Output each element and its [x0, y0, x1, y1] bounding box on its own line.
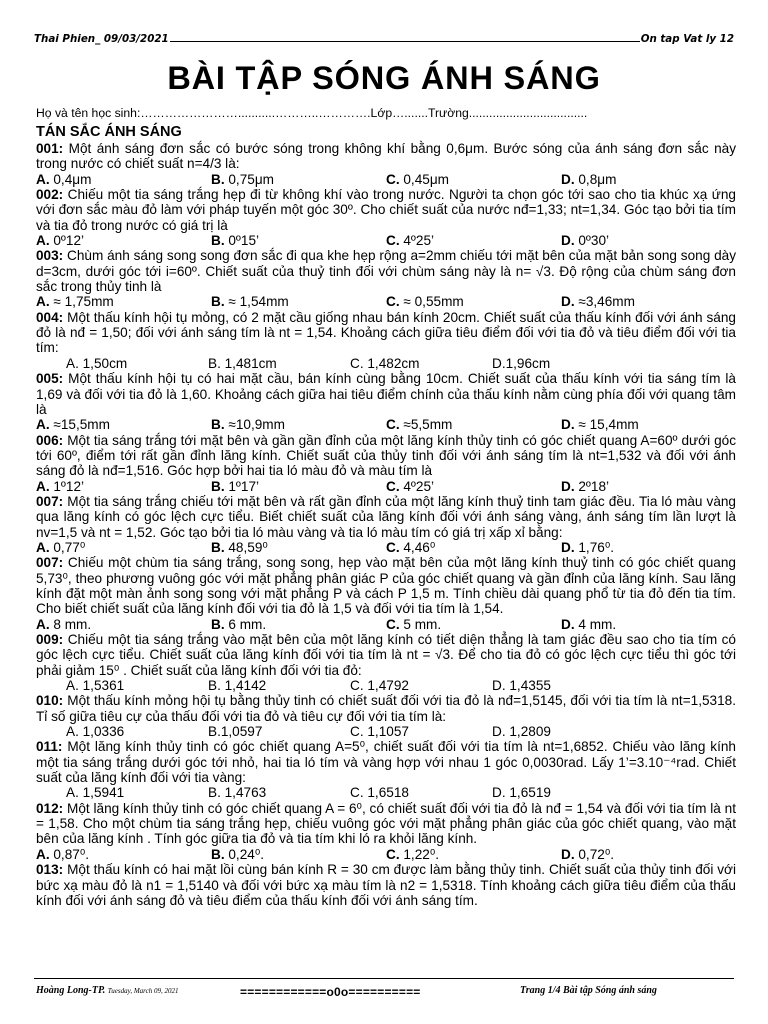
- answer-option: A. 8 mm.: [36, 616, 92, 632]
- header-right: On tap Vat ly 12: [640, 33, 734, 45]
- answer-options: [36, 233, 736, 248]
- answer-option: D. 0,72⁰.: [561, 846, 615, 862]
- answer-options: [36, 172, 736, 187]
- page-header: [34, 29, 734, 45]
- answer-option: C. 1,6518: [350, 785, 409, 801]
- question-number: 010:: [36, 693, 64, 709]
- question-text: Một ánh sáng đơn sắc có bước sóng trong không khí bằng 0,6μm. Bước sóng của ánh sáng đơn sắc này trong nước có chiết suất n=4/3 là:: [36, 141, 736, 172]
- question: [36, 739, 736, 800]
- question-text: Một lăng kính thủy tinh có góc chiết quang A=5⁰, chiết suất đối với tia tím là nt=1,6852. Chiếu vào lăng kính một tia sáng trắng dưới góc tới nhỏ, hai tia ló tím và vàng hợp với nhau 1 góc 0,0030rad. Lấy 1’=3.10⁻⁴rad. Chiết suất của lăng kính đối với tia vàng:: [36, 739, 736, 786]
- footer-author: [36, 985, 179, 996]
- question-text-block: [36, 310, 736, 356]
- question-text: Một lăng kính thủy tinh có góc chiết quang A = 6⁰, có chiết suất đối với tia đỏ là nđ = 1,54 và đối với tia tím là nt = 1,58. Cho một chùm tia sáng trắng hẹp, chiếu vuông góc với mặt phẳng phân giác của góc chiết quang, vào mặt bên của lăng kính . Tính góc giữa tia đỏ và tia tím khi ló ra khỏi lăng kính.: [36, 800, 736, 847]
- footer-separator: ============o0o==========: [240, 985, 421, 999]
- answer-options: [36, 678, 736, 693]
- question: [36, 862, 736, 908]
- question-text: Chiếu một tia sáng trắng hẹp đi từ không khí vào trong nước. Người ta chọn góc tới sao cho tia khúc xạ ứng với đơn sắc màu đỏ làm với pháp tuyến một góc 30º. Cho chiết suất của nước nđ=1,33; nt=1,34. Góc tạo bởi tia tím và tia đỏ trong nước có giá trị là: [36, 187, 736, 233]
- footer-rule: [34, 978, 734, 979]
- question-number: 006:: [36, 432, 64, 448]
- question-number: 007:: [36, 555, 64, 571]
- student-info-line: Họ và tên học sinh:……………………...........………..………….Lớp….......Trường...................................: [36, 106, 588, 120]
- answer-option: D. ≈3,46mm: [561, 294, 635, 310]
- answer-option: C. 1,482cm: [350, 355, 420, 371]
- exercise-list: [36, 124, 736, 908]
- answer-options: [36, 617, 736, 632]
- answer-option: C. ≈ 0,55mm: [386, 294, 464, 310]
- answer-option: B. 1,4142: [208, 678, 267, 694]
- answer-option: C. 4º25’: [386, 478, 435, 494]
- answer-option: D. 1,6519: [492, 785, 551, 801]
- answer-option: A. 0,87⁰.: [36, 846, 90, 862]
- answer-options: [36, 356, 736, 371]
- answer-option: A. 0,4μm: [36, 171, 92, 187]
- answer-option: A. 1,5361: [66, 678, 125, 694]
- answer-option: C. 4,46⁰: [386, 539, 436, 555]
- answer-option: C. ≈5,5mm: [386, 417, 453, 433]
- question-number: 001:: [36, 141, 64, 156]
- question-text-block: [36, 693, 736, 724]
- answer-option: A. 0º12’: [36, 233, 85, 249]
- question-text: Một thấu kính mỏng hội tụ bằng thủy tinh có chiết suất đối với tia đỏ là nđ=1,5145, đối với tia tím là nt=1,5318. Tỉ số giữa tiêu cự của thấu đối với tia đỏ và tiêu cự đối với tia tím là:: [36, 693, 736, 724]
- question-text: Một thấu kính hội tụ mỏng, có 2 mặt cầu giống nhau bán kính 20cm. Chiết suất của thấu kính đối với ánh sáng đỏ là nđ = 1,50; đối với ánh sáng tím là nt = 1,54. Khoảng cách giữa tiêu điểm đối với tia đỏ và tiêu điểm đối với tia tím:: [36, 309, 736, 356]
- answer-option: D. 0º30’: [561, 233, 610, 249]
- question-number: 004:: [36, 309, 64, 325]
- answer-option: C. 1,1057: [350, 724, 409, 740]
- footer-date: Tuesday, March 09, 2021: [107, 987, 179, 995]
- answer-option: C. 5 mm.: [386, 616, 442, 632]
- question: [36, 632, 736, 693]
- question-text-block: [36, 248, 736, 294]
- question-list: [36, 141, 736, 908]
- answer-option: D.1,96cm: [492, 355, 551, 371]
- answer-options: [36, 294, 736, 309]
- answer-option: D. 1,4355: [492, 678, 551, 694]
- answer-option: C. 4º25’: [386, 233, 435, 249]
- answer-option: A. ≈ 1,75mm: [36, 294, 114, 310]
- answer-option: B. 1,4763: [208, 785, 267, 801]
- question: [36, 494, 736, 555]
- question-text-block: [36, 739, 736, 785]
- question-number: 011:: [36, 739, 63, 755]
- answer-option: B.1,0597: [208, 724, 263, 740]
- question-text-block: [36, 801, 736, 847]
- answer-option: D. 4 mm.: [561, 616, 617, 632]
- question-text-block: [36, 371, 736, 417]
- answer-option: B. 1º17’: [211, 478, 260, 494]
- footer-author-name: Hoàng Long-TP.: [36, 985, 106, 996]
- question: [36, 310, 736, 371]
- question-text-block: [36, 141, 736, 172]
- question-text: Chùm ánh sáng song song đơn sắc đi qua khe hẹp rộng a=2mm chiếu tới mặt bên của mặt bản song song dày d=3cm, dưới góc tới i=60º. Chiết suất của thuỷ tinh đối với chùm sáng này là n= √3. Độ rộng của chùm sáng đơn sắc trong thủy tinh là: [36, 248, 736, 295]
- question-number: 002:: [36, 187, 64, 203]
- answer-option: B. 1,481cm: [208, 355, 277, 371]
- answer-option: B. 0,75μm: [211, 171, 274, 187]
- question-text-block: [36, 494, 736, 540]
- answer-option: D. 2º18’: [561, 478, 610, 494]
- answer-option: B. 6 mm.: [211, 616, 267, 632]
- question-text: Một tia sáng trắng tới mặt bên và gần gần đỉnh của một lăng kính thủy tinh có góc chiết quang A=60º dưới góc tới 60º, điểm tới rất gần đỉnh lăng kính. Chiết suất của thủy tinh đối với ánh sáng tím là nt=1,532 và đối với ánh sáng đỏ là nđ=1,516. Góc hợp bởi hai tia ló màu đỏ và màu tím là: [36, 432, 736, 479]
- question: [36, 187, 736, 248]
- question: [36, 248, 736, 309]
- header-rule: [170, 40, 640, 42]
- footer-page-info: Trang 1/4 Bài tập Sóng ánh sáng: [520, 985, 657, 996]
- answer-option: B. ≈10,9mm: [211, 417, 285, 433]
- answer-option: A. 0,77⁰: [36, 539, 86, 555]
- answer-option: C. 1,4792: [350, 678, 409, 694]
- question-number: 003:: [36, 248, 64, 264]
- answer-option: A. 1,5941: [66, 785, 125, 801]
- question: [36, 141, 736, 187]
- section-heading: TÁN SẮC ÁNH SÁNG: [36, 124, 182, 140]
- answer-option: B. 0º15’: [211, 233, 260, 249]
- question-text-block: [36, 632, 736, 678]
- question-number: 005:: [36, 371, 64, 387]
- answer-options: [36, 847, 736, 862]
- answer-option: D. 1,2809: [492, 724, 551, 740]
- answer-option: B. 48,59⁰: [211, 539, 268, 555]
- answer-option: B. 0,24⁰.: [211, 846, 265, 862]
- question-number: 007:: [36, 493, 64, 509]
- question-text: Một tia sáng trắng chiếu tới mặt bên và rất gần đỉnh của một lăng kính thuỷ tinh tam giác đều. Tia ló màu vàng qua lăng kính có góc lệch cực tiểu. Biết chiết suất của lăng kính đối với ánh sáng vàng, ánh sáng tím lần lượt là nv=1,5 và nt = 1,52. Góc tạo bởi tia ló màu vàng và tia ló màu tím có giá trị xấp xỉ bằng:: [36, 493, 736, 540]
- answer-option: C. 0,45μm: [386, 171, 449, 187]
- question-text-block: [36, 187, 736, 233]
- answer-option: A. 1,50cm: [66, 355, 128, 371]
- answer-option: A. ≈15,5mm: [36, 417, 110, 433]
- question-text: Một thấu kính hội tụ có hai mặt cầu, bán kính cùng bằng 10cm. Chiết suất của thấu kính với tia sáng tím là 1,69 và đối với tia đỏ là 1,60. Khoảng cách giữa hai tiêu điểm chính của thấu kính nằm cùng phía đối với quang tâm là: [36, 371, 736, 417]
- question-number: 012:: [36, 800, 64, 816]
- question: [36, 801, 736, 862]
- question: [36, 433, 736, 494]
- answer-options: [36, 417, 736, 432]
- question: [36, 371, 736, 432]
- answer-option: D. 1,76⁰.: [561, 539, 615, 555]
- question-number: 009:: [36, 632, 64, 647]
- answer-options: [36, 724, 736, 739]
- answer-options: [36, 785, 736, 800]
- question-text-block: [36, 555, 736, 616]
- question-text-block: [36, 862, 736, 908]
- answer-option: C. 1,22⁰.: [386, 846, 440, 862]
- question: [36, 555, 736, 632]
- answer-option: D. 0,8μm: [561, 171, 617, 187]
- page-title: BÀI TẬP SÓNG ÁNH SÁNG: [167, 60, 601, 96]
- answer-options: [36, 479, 736, 494]
- answer-option: A. 1,0336: [66, 724, 125, 740]
- header-left: Thai Phien_ 09/03/2021: [34, 33, 169, 45]
- question-text-block: [36, 433, 736, 479]
- answer-option: D. ≈ 15,4mm: [561, 417, 639, 433]
- question-text: Một thấu kính có hai mặt lồi cùng bán kính R = 30 cm được làm bằng thủy tinh. Chiết suất của thủy tinh đối với bức xạ màu đỏ là n1 = 1,5140 và đối với bức xạ màu tím là n2 = 1,5318. Tính khoảng cách giữa tiêu điểm của thấu kính đối với ánh sáng đỏ và tiêu điểm của thấu kính đối với ánh sáng tím.: [36, 862, 736, 908]
- question-text: Chiếu một tia sáng trắng vào mặt bên của một lăng kính có tiết diện thẳng là tam giác đều sao cho tia tím có góc lệch cực tiểu. Chiết suất của lăng kính đối với tia tím là nt = √3. Để cho tia đỏ có góc lệch cực tiểu thì góc tới phải giảm 15⁰ . Chiết suất của lăng kính đối với tia đỏ:: [36, 632, 736, 678]
- answer-option: A. 1º12’: [36, 478, 85, 494]
- question-number: 013:: [36, 862, 64, 878]
- answer-option: B. ≈ 1,54mm: [211, 294, 289, 310]
- answer-options: [36, 540, 736, 555]
- question: [36, 693, 736, 739]
- question-text: Chiếu một chùm tia sáng trắng, song song, hẹp vào mặt bên của một lăng kính thuỷ tinh có góc chiết quang 5,73⁰, theo phương vuông góc với mặt phẳng phân giác P của góc chiết quang và gần đỉnh của lăng kính. Sau lăng kính đặt một màn ảnh song song với mặt phẳng P và cách P 1,5 m. Tính chiều dài quang phổ từ tia đỏ đến tia tím. Cho biết chiết suất của lăng kính đối với tia đỏ là 1,5 và đối với tia tím là 1,54.: [36, 555, 736, 617]
